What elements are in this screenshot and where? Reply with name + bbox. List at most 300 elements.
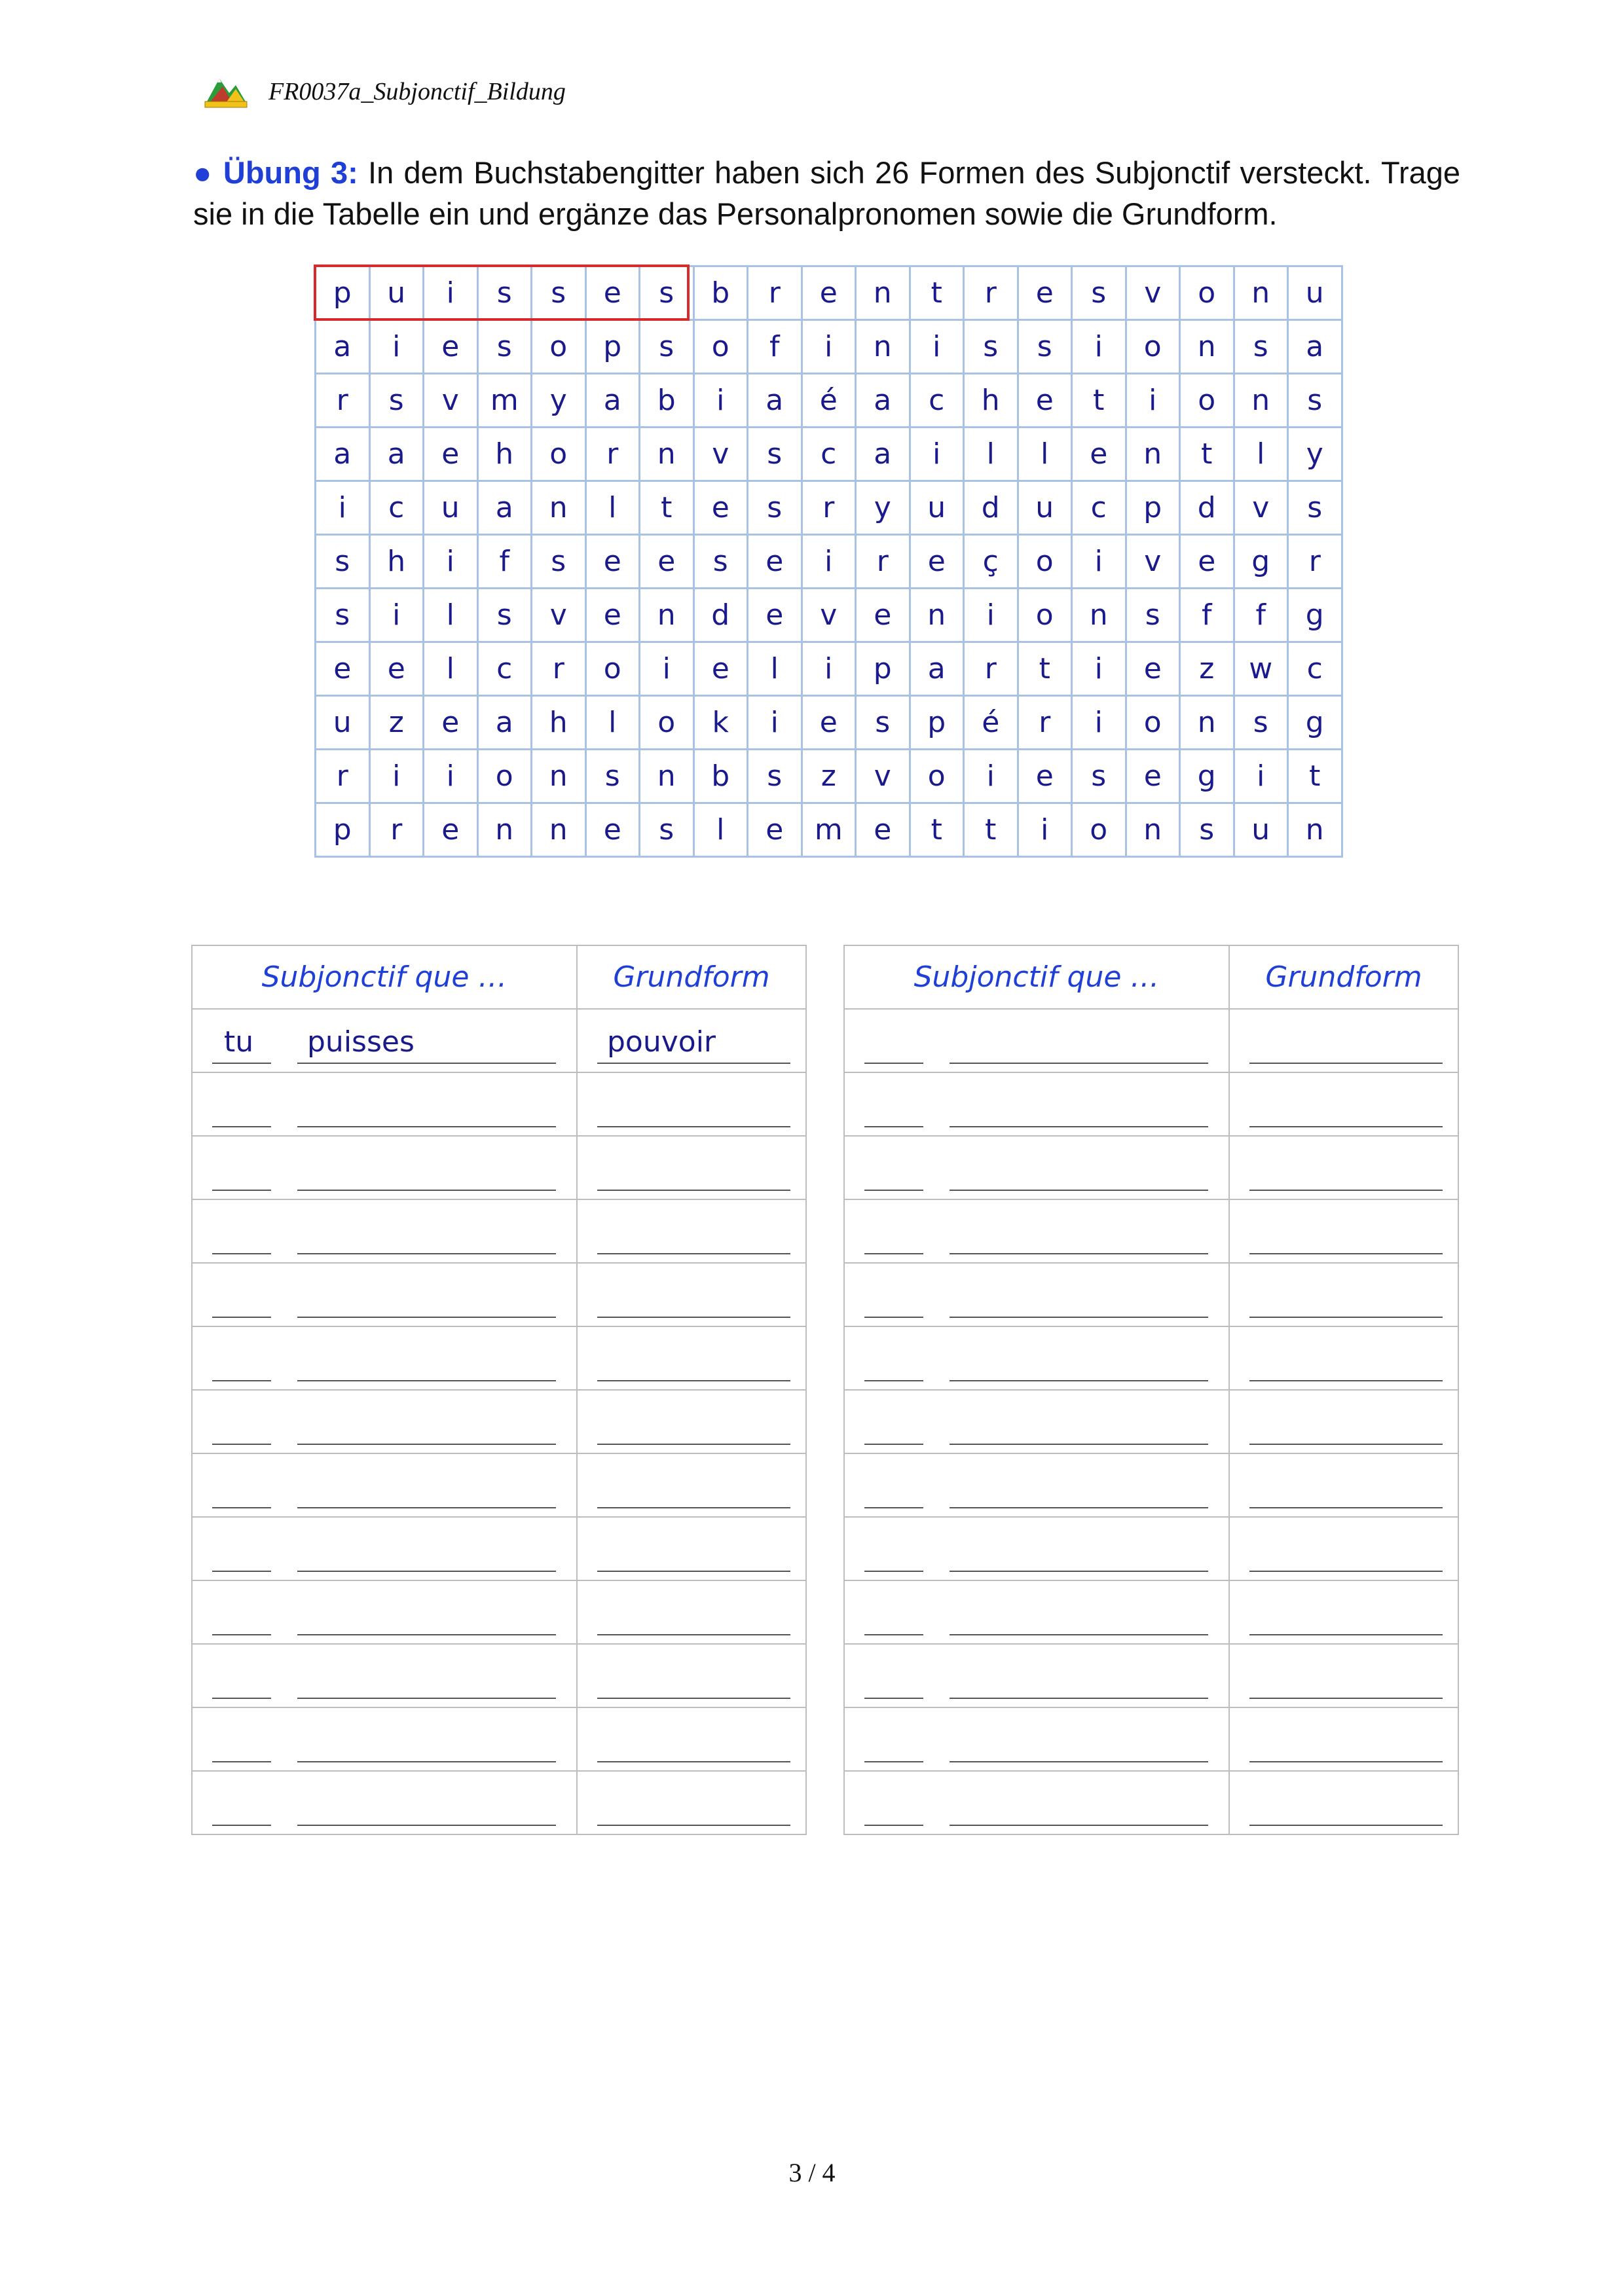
grid-cell: n — [477, 803, 532, 857]
table-row — [844, 1136, 1458, 1199]
answer-field — [845, 1708, 1228, 1770]
example-form: puisses — [307, 1025, 415, 1059]
grid-cell: d — [1180, 481, 1234, 535]
answer-field — [193, 1772, 576, 1834]
grid-cell: a — [910, 642, 964, 696]
grid-cell: i — [1072, 320, 1126, 374]
grundform-field — [1230, 1200, 1458, 1262]
header-grundform: Grundform — [577, 945, 806, 1009]
grid-cell: l — [1234, 428, 1288, 481]
answer-field — [193, 1454, 576, 1516]
grid-cell: f — [748, 320, 802, 374]
grid-cell: e — [424, 696, 478, 750]
grundform-field — [1230, 1264, 1458, 1326]
grid-cell: n — [856, 320, 910, 374]
grid-cell: n — [1180, 320, 1234, 374]
grid-cell: f — [477, 535, 532, 589]
grundform-field — [1230, 1137, 1458, 1199]
header-subjonctif: Subjonctif que … — [192, 945, 577, 1009]
grundform-field — [1230, 1327, 1458, 1389]
grid-row — [316, 374, 1342, 428]
answer-field — [193, 1327, 576, 1389]
grid-cell: e — [1126, 642, 1180, 696]
table-row — [192, 1136, 806, 1199]
grid-cell: u — [369, 266, 424, 320]
page-number: 3 / 4 — [788, 2158, 836, 2187]
grid-cell: c — [910, 374, 964, 428]
grid-cell: u — [1234, 803, 1288, 857]
grid-cell: i — [802, 320, 856, 374]
grid-cell: z — [802, 750, 856, 803]
grid-cell: i — [1234, 750, 1288, 803]
grid-cell: p — [1126, 481, 1180, 535]
grid-cell: e — [424, 803, 478, 857]
grid-cell: r — [1018, 696, 1072, 750]
grid-cell: i — [910, 428, 964, 481]
table-row — [192, 1390, 806, 1453]
grid-cell: e — [802, 696, 856, 750]
table-row — [844, 1453, 1458, 1517]
grid-cell: o — [1180, 374, 1234, 428]
instruction-text: In dem Buchstabengitter haben sich 26 Formen des Subjonctif versteckt. Trage sie in die Tabelle ein und ergänze das Personalpronomen sowie die Grundform. — [193, 155, 1461, 231]
table-row — [192, 1707, 806, 1771]
grid-cell: b — [693, 266, 748, 320]
table-row — [844, 1326, 1458, 1390]
grid-cell: i — [640, 642, 694, 696]
grid-row — [316, 320, 1342, 374]
grid-cell: k — [693, 696, 748, 750]
grid-cell: i — [424, 750, 478, 803]
table-row — [192, 1580, 806, 1644]
grid-cell: p — [910, 696, 964, 750]
grid-cell: w — [1234, 642, 1288, 696]
grid-cell: a — [748, 374, 802, 428]
grid-cell: o — [585, 642, 640, 696]
grid-cell: c — [1288, 642, 1342, 696]
grid-cell: e — [1018, 374, 1072, 428]
grid-cell: i — [369, 750, 424, 803]
grid-cell: s — [1288, 374, 1342, 428]
grid-cell: p — [316, 266, 370, 320]
grid-cell: s — [748, 481, 802, 535]
grid-cell: v — [1234, 481, 1288, 535]
answer-field — [845, 1581, 1228, 1643]
grid-cell: i — [1072, 642, 1126, 696]
grundform-field — [1230, 1581, 1458, 1643]
grid-row — [316, 642, 1342, 696]
table-row — [844, 1644, 1458, 1707]
grid-cell: r — [802, 481, 856, 535]
grid-cell: i — [424, 266, 478, 320]
grid-row — [316, 589, 1342, 642]
grid-cell: n — [1180, 696, 1234, 750]
answer-field — [845, 1200, 1228, 1262]
grid-cell: s — [316, 535, 370, 589]
table-row — [192, 1771, 806, 1834]
grundform-field — [578, 1391, 805, 1453]
grid-cell: n — [532, 481, 586, 535]
answer-field — [193, 1581, 576, 1643]
grid-cell: h — [964, 374, 1018, 428]
document-header — [203, 73, 566, 109]
grid-cell: n — [1288, 803, 1342, 857]
grid-cell: n — [532, 803, 586, 857]
grid-cell: r — [964, 642, 1018, 696]
grid-row — [316, 535, 1342, 589]
grid-cell: s — [477, 589, 532, 642]
grid-row — [316, 750, 1342, 803]
grid-cell: g — [1288, 696, 1342, 750]
answer-field — [845, 1645, 1228, 1707]
grid-cell: s — [964, 320, 1018, 374]
grid-cell: n — [1126, 803, 1180, 857]
grid-cell: i — [1072, 535, 1126, 589]
grid-cell: v — [856, 750, 910, 803]
grid-cell: o — [1018, 535, 1072, 589]
grid-cell: e — [640, 535, 694, 589]
grid-cell: e — [748, 589, 802, 642]
grid-row — [316, 696, 1342, 750]
grid-cell: é — [802, 374, 856, 428]
grid-cell: s — [748, 750, 802, 803]
grundform-field — [578, 1581, 805, 1643]
answer-field — [845, 1264, 1228, 1326]
grid-cell: o — [532, 428, 586, 481]
grid-cell: d — [964, 481, 1018, 535]
found-word-highlight — [314, 264, 690, 321]
grid-cell: o — [910, 750, 964, 803]
grid-cell: i — [369, 320, 424, 374]
answer-field — [193, 1518, 576, 1580]
grid-cell: i — [748, 696, 802, 750]
grid-cell: p — [316, 803, 370, 857]
grid-cell: o — [1018, 589, 1072, 642]
grundform-field — [1230, 1708, 1458, 1770]
table-row — [192, 1517, 806, 1580]
grid-cell: a — [856, 374, 910, 428]
grid-cell: r — [856, 535, 910, 589]
answer-field — [845, 1010, 1228, 1072]
grundform-field — [578, 1454, 805, 1516]
grid-cell: c — [802, 428, 856, 481]
grid-cell: n — [1126, 428, 1180, 481]
answer-field — [845, 1518, 1228, 1580]
grid-cell: a — [477, 481, 532, 535]
grid-cell: s — [856, 696, 910, 750]
grid-cell: s — [316, 589, 370, 642]
grid-cell: s — [532, 535, 586, 589]
answer-table-right — [843, 945, 1459, 1835]
grid-cell: t — [964, 803, 1018, 857]
grid-cell: i — [369, 589, 424, 642]
grid-cell: o — [1126, 696, 1180, 750]
grundform-field — [578, 1264, 805, 1326]
grid-cell: a — [477, 696, 532, 750]
grid-cell: s — [748, 428, 802, 481]
grundform-field — [578, 1137, 805, 1199]
grid-cell: n — [910, 589, 964, 642]
example-pronoun: tu — [224, 1025, 254, 1059]
grid-cell: s — [1126, 589, 1180, 642]
grid-cell: e — [693, 642, 748, 696]
grid-cell: l — [585, 696, 640, 750]
grid-cell: d — [693, 589, 748, 642]
table-row — [844, 1199, 1458, 1263]
table-row — [192, 1072, 806, 1136]
grid-cell: h — [532, 696, 586, 750]
grid-cell: b — [640, 374, 694, 428]
grid-cell: v — [424, 374, 478, 428]
grid-cell: r — [369, 803, 424, 857]
mountain-logo-icon — [203, 73, 249, 109]
grid-cell: f — [1180, 589, 1234, 642]
grid-cell: s — [1072, 750, 1126, 803]
grid-cell: v — [802, 589, 856, 642]
grid-cell: é — [964, 696, 1018, 750]
table-row — [844, 1707, 1458, 1771]
grid-cell: s — [477, 320, 532, 374]
grid-cell: z — [1180, 642, 1234, 696]
grundform-field — [1230, 1073, 1458, 1135]
grid-row — [316, 803, 1342, 857]
grid-cell: i — [316, 481, 370, 535]
grid-cell: s — [369, 374, 424, 428]
grid-cell: c — [477, 642, 532, 696]
answer-field — [193, 1137, 576, 1199]
grid-cell: t — [1018, 642, 1072, 696]
grid-cell: i — [964, 589, 1018, 642]
grid-cell: s — [640, 320, 694, 374]
answer-field — [845, 1327, 1228, 1389]
exercise-instructions — [193, 152, 1460, 234]
table-row — [844, 1771, 1458, 1834]
grid-cell: e — [585, 266, 640, 320]
grid-cell: t — [910, 266, 964, 320]
answer-field — [845, 1454, 1228, 1516]
answer-field — [193, 1264, 576, 1326]
grid-cell: n — [1234, 266, 1288, 320]
grid-cell: o — [532, 320, 586, 374]
bullet: ● — [193, 155, 213, 190]
grid-row — [316, 481, 1342, 535]
grid-cell: i — [1072, 696, 1126, 750]
grid-cell: s — [1288, 481, 1342, 535]
grid-cell: n — [1072, 589, 1126, 642]
grid-cell: a — [585, 374, 640, 428]
grid-cell: t — [910, 803, 964, 857]
grid-cell: i — [802, 642, 856, 696]
answer-field — [845, 1073, 1228, 1135]
answer-field — [193, 1645, 576, 1707]
table-row — [192, 1199, 806, 1263]
grundform-field — [578, 1327, 805, 1389]
grid-cell: b — [693, 750, 748, 803]
grid-cell: o — [1072, 803, 1126, 857]
grid-cell: r — [585, 428, 640, 481]
grid-cell: i — [1126, 374, 1180, 428]
grid-cell: n — [856, 266, 910, 320]
grid-cell: s — [640, 803, 694, 857]
answer-table-left — [191, 945, 807, 1835]
grid-cell: z — [369, 696, 424, 750]
table-row — [844, 1580, 1458, 1644]
grid-cell: i — [424, 535, 478, 589]
grid-cell: u — [424, 481, 478, 535]
grundform-field — [1230, 1010, 1458, 1072]
table-row — [844, 1072, 1458, 1136]
grid-cell: s — [640, 266, 694, 320]
grid-cell: s — [585, 750, 640, 803]
grid-cell: e — [748, 803, 802, 857]
grid-cell: e — [802, 266, 856, 320]
table-row — [844, 1263, 1458, 1326]
grid-cell: s — [693, 535, 748, 589]
grid-cell: s — [1018, 320, 1072, 374]
grid-cell: l — [585, 481, 640, 535]
grid-cell: u — [910, 481, 964, 535]
grid-cell: r — [1288, 535, 1342, 589]
letter-grid — [314, 265, 1343, 858]
grid-cell: g — [1234, 535, 1288, 589]
grid-cell: r — [748, 266, 802, 320]
grid-cell: t — [1288, 750, 1342, 803]
grid-cell: a — [316, 320, 370, 374]
grid-cell: e — [585, 803, 640, 857]
grid-cell: f — [1234, 589, 1288, 642]
grid-cell: o — [477, 750, 532, 803]
grundform-field — [578, 1518, 805, 1580]
answer-field — [193, 1073, 576, 1135]
grid-cell: o — [640, 696, 694, 750]
grundform-field — [1230, 1645, 1458, 1707]
grid-cell: i — [693, 374, 748, 428]
grid-cell: v — [693, 428, 748, 481]
grid-cell: e — [369, 642, 424, 696]
grid-cell: l — [424, 642, 478, 696]
example-grundform: pouvoir — [607, 1025, 716, 1059]
grid-cell: v — [1126, 535, 1180, 589]
grid-cell: n — [1234, 374, 1288, 428]
table-row — [192, 1644, 806, 1707]
grundform-field — [578, 1708, 805, 1770]
grundform-field — [1230, 1391, 1458, 1453]
grid-cell: o — [1180, 266, 1234, 320]
grid-cell: n — [640, 589, 694, 642]
grid-cell: v — [532, 589, 586, 642]
grid-cell: r — [964, 266, 1018, 320]
grid-cell: g — [1180, 750, 1234, 803]
grundform-field — [578, 1073, 805, 1135]
grid-cell: a — [316, 428, 370, 481]
answer-field — [193, 1708, 576, 1770]
grid-cell: n — [640, 428, 694, 481]
grundform-field — [578, 1200, 805, 1262]
grid-cell: l — [693, 803, 748, 857]
header-grundform: Grundform — [1229, 945, 1458, 1009]
grid-cell: r — [316, 374, 370, 428]
answer-field — [193, 1200, 576, 1262]
grid-cell: s — [1234, 320, 1288, 374]
table-row — [192, 1326, 806, 1390]
grid-cell: m — [802, 803, 856, 857]
grid-cell: e — [424, 320, 478, 374]
grid-cell: r — [316, 750, 370, 803]
grid-cell: e — [856, 803, 910, 857]
grid-cell: e — [1018, 266, 1072, 320]
grid-cell: u — [1018, 481, 1072, 535]
grid-cell: n — [532, 750, 586, 803]
table-row — [844, 1009, 1458, 1072]
table-row — [844, 1390, 1458, 1453]
grid-cell: a — [1288, 320, 1342, 374]
grid-cell: l — [748, 642, 802, 696]
grid-cell: y — [532, 374, 586, 428]
grid-cell: t — [640, 481, 694, 535]
answer-field — [845, 1391, 1228, 1453]
grid-cell: l — [1018, 428, 1072, 481]
grid-cell: e — [1072, 428, 1126, 481]
table-row — [192, 1453, 806, 1517]
grid-cell: t — [1180, 428, 1234, 481]
grid-cell: u — [316, 696, 370, 750]
answer-field — [845, 1137, 1228, 1199]
grid-cell: v — [1126, 266, 1180, 320]
table-row — [192, 1009, 806, 1072]
grid-cell: r — [532, 642, 586, 696]
grundform-field — [578, 1645, 805, 1707]
grid-cell: y — [856, 481, 910, 535]
grid-cell: s — [1180, 803, 1234, 857]
grid-cell: e — [585, 589, 640, 642]
document-title: FR0037a_Subjonctif_Bildung — [268, 77, 566, 105]
grid-cell: i — [1018, 803, 1072, 857]
grid-cell: c — [1072, 481, 1126, 535]
grid-cell: l — [964, 428, 1018, 481]
grid-cell: l — [424, 589, 478, 642]
grid-cell: a — [369, 428, 424, 481]
grid-cell: n — [640, 750, 694, 803]
grid-cell: e — [856, 589, 910, 642]
grid-cell: h — [369, 535, 424, 589]
grid-cell: a — [856, 428, 910, 481]
grid-cell: c — [369, 481, 424, 535]
answer-field — [193, 1391, 576, 1453]
grid-cell: u — [1288, 266, 1342, 320]
grid-cell: y — [1288, 428, 1342, 481]
grid-cell: e — [585, 535, 640, 589]
grid-row — [316, 428, 1342, 481]
grid-cell: i — [964, 750, 1018, 803]
grid-cell: i — [910, 320, 964, 374]
table-row — [192, 1263, 806, 1326]
answer-field — [845, 1772, 1228, 1834]
grid-cell: o — [1126, 320, 1180, 374]
grid-cell: e — [910, 535, 964, 589]
grundform-field — [1230, 1772, 1458, 1834]
header-subjonctif: Subjonctif que … — [844, 945, 1229, 1009]
grundform-field — [578, 1772, 805, 1834]
grundform-field — [1230, 1454, 1458, 1516]
grid-cell: t — [1072, 374, 1126, 428]
grid-cell: g — [1288, 589, 1342, 642]
grid-cell: h — [477, 428, 532, 481]
grid-cell: s — [1072, 266, 1126, 320]
grid-cell: e — [1018, 750, 1072, 803]
grid-cell: e — [693, 481, 748, 535]
grid-cell: s — [477, 266, 532, 320]
grid-cell: e — [316, 642, 370, 696]
grid-cell: i — [802, 535, 856, 589]
